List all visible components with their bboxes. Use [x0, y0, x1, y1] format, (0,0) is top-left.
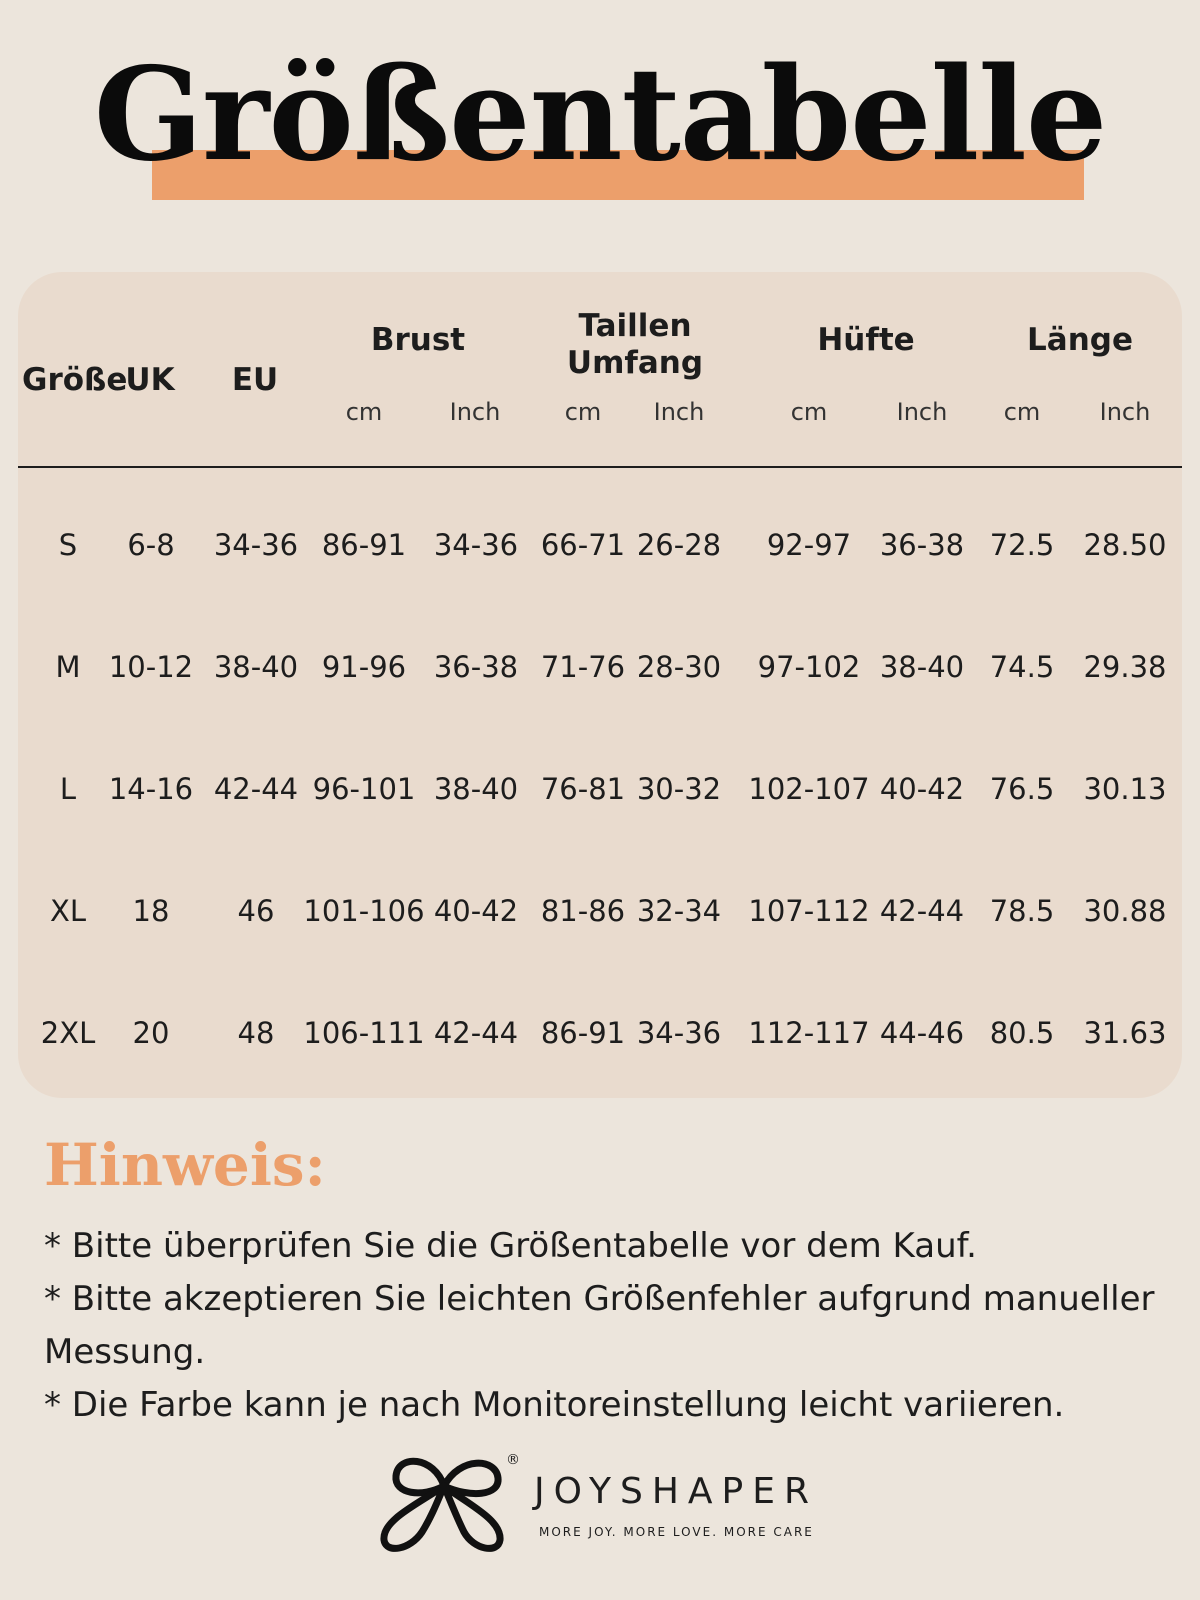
- cell-hip-inch: 36-38: [879, 528, 965, 562]
- cell-uk: 6-8: [127, 528, 175, 562]
- brand-name: JOYSHAPER: [534, 1471, 818, 1512]
- cell-length-cm: 80.5: [989, 1016, 1055, 1050]
- notes-heading: Hinweis:: [44, 1131, 326, 1199]
- cell-size: S: [58, 528, 78, 562]
- brand-logo: [378, 1446, 848, 1556]
- cell-size: 2XL: [40, 1016, 96, 1050]
- table-row: [0, 642, 1200, 692]
- cell-uk: 20: [132, 1016, 170, 1050]
- cell-waist-inch: 26-28: [636, 528, 722, 562]
- unit-chest-inch: Inch: [449, 398, 501, 426]
- header-hip: Hüfte: [817, 322, 915, 358]
- cell-length-inch: 30.88: [1083, 894, 1167, 928]
- header-length: Länge: [1027, 322, 1133, 358]
- cell-eu: 46: [237, 894, 275, 928]
- table-row: [0, 886, 1200, 936]
- note-item: * Bitte überprüfen Sie die Größentabelle vor dem Kauf.: [44, 1226, 977, 1266]
- note-item: * Bitte akzeptieren Sie leichten Größenfehler aufgrund manueller Messung.: [44, 1279, 1155, 1372]
- header-size: Größe: [22, 362, 128, 398]
- cell-chest-cm: 106-111: [303, 1016, 425, 1050]
- cell-chest-inch: 40-42: [433, 894, 519, 928]
- cell-chest-cm: 96-101: [312, 772, 416, 806]
- cell-length-inch: 30.13: [1083, 772, 1167, 806]
- cell-hip-inch: 38-40: [879, 650, 965, 684]
- cell-eu: 34-36: [213, 528, 299, 562]
- cell-waist-cm: 81-86: [540, 894, 626, 928]
- butterfly-heart-icon: [378, 1446, 518, 1556]
- table-row: [0, 764, 1200, 814]
- unit-chest-cm: cm: [345, 398, 383, 426]
- cell-hip-inch: 40-42: [879, 772, 965, 806]
- cell-waist-cm: 76-81: [540, 772, 626, 806]
- cell-chest-inch: 38-40: [433, 772, 519, 806]
- cell-eu: 48: [237, 1016, 275, 1050]
- cell-chest-cm: 86-91: [321, 528, 407, 562]
- cell-hip-cm: 107-112: [748, 894, 870, 928]
- cell-uk: 14-16: [108, 772, 194, 806]
- cell-chest-cm: 101-106: [303, 894, 425, 928]
- cell-size: XL: [49, 894, 87, 928]
- header-uk: UK: [125, 362, 175, 398]
- header-divider: [18, 466, 1182, 468]
- cell-hip-cm: 112-117: [748, 1016, 870, 1050]
- cell-uk: 18: [132, 894, 170, 928]
- cell-waist-cm: 86-91: [540, 1016, 626, 1050]
- cell-waist-cm: 66-71: [540, 528, 626, 562]
- cell-hip-cm: 97-102: [757, 650, 861, 684]
- cell-waist-inch: 30-32: [636, 772, 722, 806]
- header-chest: Brust: [370, 322, 466, 358]
- cell-uk: 10-12: [108, 650, 194, 684]
- cell-hip-cm: 102-107: [748, 772, 870, 806]
- cell-chest-cm: 91-96: [321, 650, 407, 684]
- brand-tagline: MORE JOY. MORE LOVE. MORE CARE: [539, 1525, 814, 1539]
- header-eu: EU: [231, 362, 279, 398]
- header-waist: [540, 308, 730, 382]
- cell-size: M: [55, 650, 81, 684]
- cell-waist-inch: 34-36: [636, 1016, 722, 1050]
- cell-waist-inch: 32-34: [636, 894, 722, 928]
- header-waist-line1: Taillen: [578, 308, 692, 344]
- note-item: * Die Farbe kann je nach Monitoreinstellung leicht variieren.: [44, 1385, 1065, 1425]
- cell-length-cm: 72.5: [989, 528, 1055, 562]
- cell-eu: 38-40: [213, 650, 299, 684]
- unit-waist-cm: cm: [564, 398, 602, 426]
- cell-chest-inch: 34-36: [433, 528, 519, 562]
- cell-length-inch: 29.38: [1083, 650, 1167, 684]
- unit-hip-cm: cm: [790, 398, 828, 426]
- cell-waist-cm: 71-76: [540, 650, 626, 684]
- cell-length-cm: 78.5: [989, 894, 1055, 928]
- page-title: Größentabelle: [93, 40, 1107, 190]
- cell-length-inch: 28.50: [1083, 528, 1167, 562]
- unit-hip-inch: Inch: [896, 398, 948, 426]
- cell-chest-inch: 36-38: [433, 650, 519, 684]
- header-waist-line2: Umfang: [566, 345, 704, 381]
- cell-hip-inch: 42-44: [879, 894, 965, 928]
- unit-length-cm: cm: [1003, 398, 1041, 426]
- cell-size: L: [59, 772, 77, 806]
- cell-waist-inch: 28-30: [636, 650, 722, 684]
- cell-length-cm: 74.5: [989, 650, 1055, 684]
- unit-waist-inch: Inch: [653, 398, 705, 426]
- cell-hip-cm: 92-97: [766, 528, 852, 562]
- title-block: [0, 40, 1200, 210]
- cell-length-inch: 31.63: [1083, 1016, 1167, 1050]
- registered-mark: ®: [506, 1452, 520, 1468]
- notes-list: [44, 1220, 1174, 1432]
- cell-chest-inch: 42-44: [433, 1016, 519, 1050]
- unit-length-inch: Inch: [1099, 398, 1151, 426]
- table-row: [0, 520, 1200, 570]
- cell-length-cm: 76.5: [989, 772, 1055, 806]
- cell-hip-inch: 44-46: [879, 1016, 965, 1050]
- cell-eu: 42-44: [213, 772, 299, 806]
- table-row: [0, 1008, 1200, 1058]
